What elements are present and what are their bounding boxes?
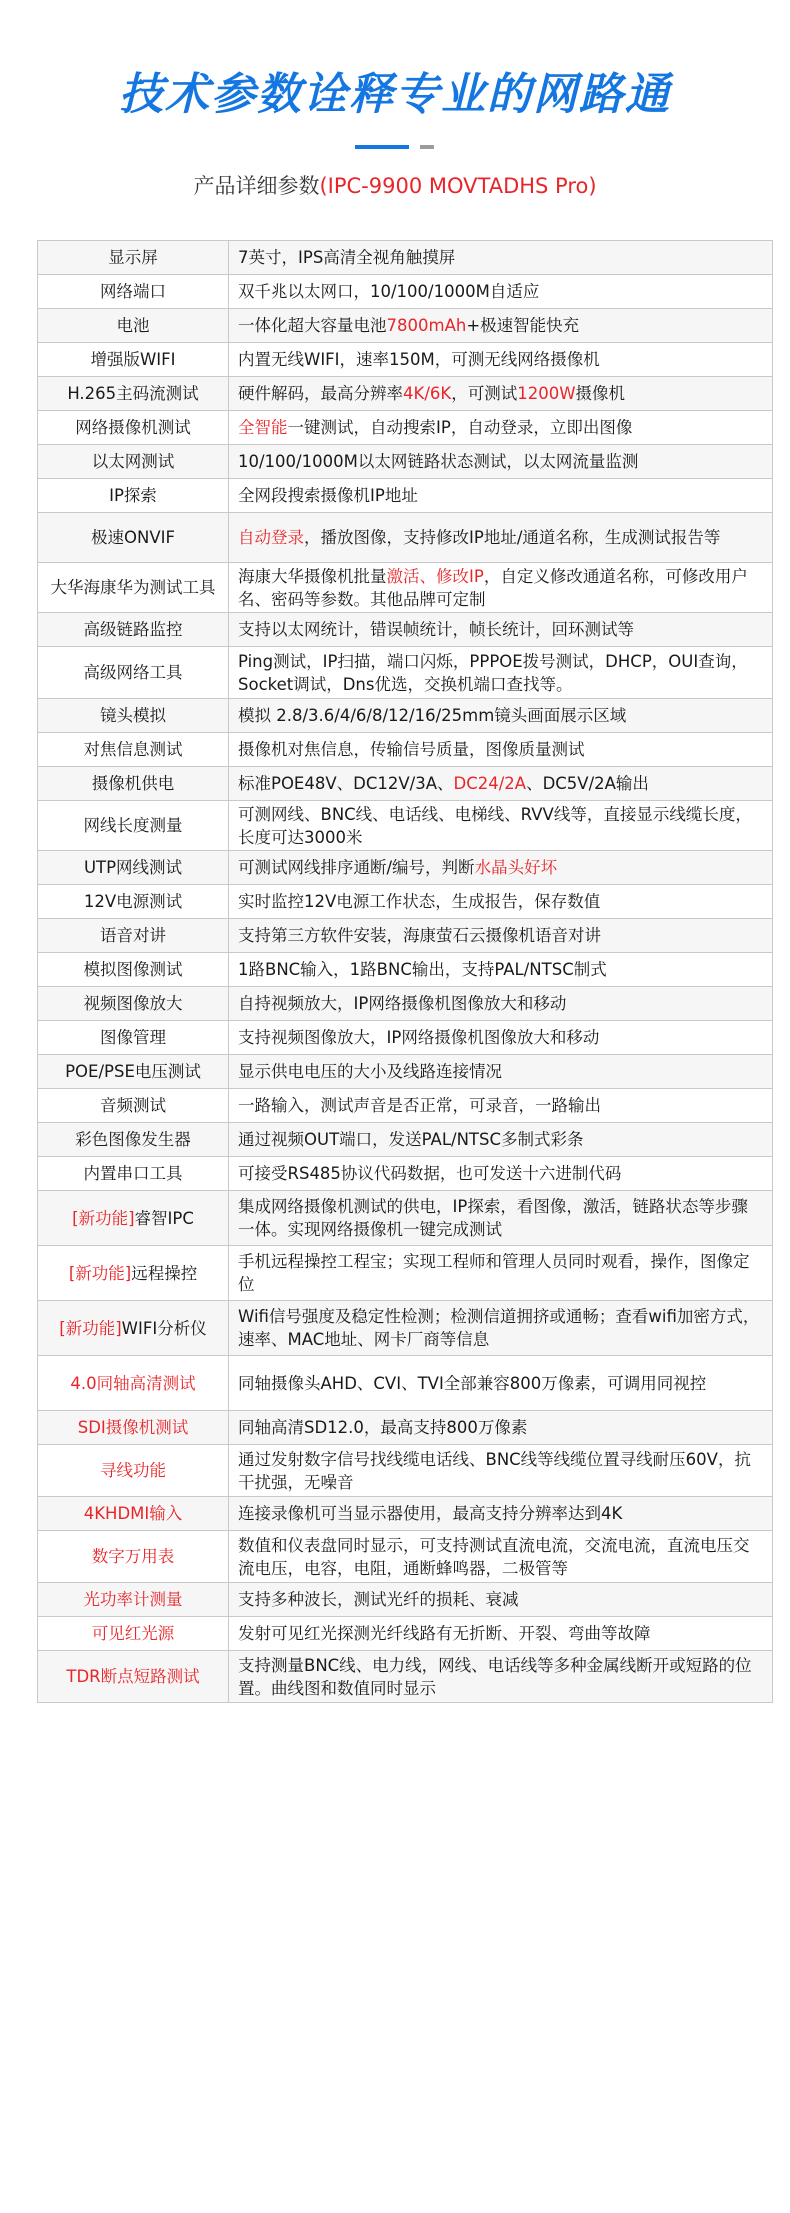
spec-row	[38, 801, 773, 851]
spec-name-cell	[38, 1246, 229, 1301]
spec-text: 以太网测试	[91, 452, 175, 471]
spec-text: 镜头模拟	[100, 706, 166, 725]
spec-text: 图像管理	[100, 1028, 166, 1047]
spec-row	[38, 647, 773, 699]
spec-desc-cell	[229, 801, 773, 851]
spec-text: 可接受RS485协议代码数据，也可发送十六进制代码	[238, 1164, 622, 1183]
spec-desc-cell	[229, 1055, 773, 1089]
headline-accent-bar	[355, 145, 409, 149]
spec-text: 视频图像放大	[83, 994, 183, 1013]
spec-name-cell	[38, 1617, 229, 1651]
spec-text: 自持视频放大，IP网络摄像机图像放大和移动	[238, 994, 567, 1013]
spec-text: 一体化超大容量电池	[238, 316, 387, 335]
spec-name-cell	[38, 1157, 229, 1191]
spec-table	[37, 240, 773, 1703]
spec-text: 摄像机	[575, 384, 626, 403]
spec-text: 高级链路监控	[83, 620, 183, 639]
spec-name-cell	[38, 1497, 229, 1531]
spec-text: 网络摄像机测试	[75, 418, 191, 437]
spec-text: 通过发射数字信号找线缆电话线、BNC线等线缆位置寻线耐压60V，抗干扰强，无噪音	[238, 1449, 751, 1492]
spec-desc-cell	[229, 885, 773, 919]
highlight-text: 光功率计测量	[83, 1590, 183, 1609]
spec-row	[38, 1531, 773, 1583]
spec-desc-cell	[229, 513, 773, 563]
spec-desc-cell	[229, 767, 773, 801]
highlight-text: 全智能	[238, 418, 288, 437]
highlight-text: 可见红光源	[91, 1624, 175, 1643]
spec-name-cell	[38, 767, 229, 801]
spec-name-cell	[38, 1301, 229, 1356]
spec-name-cell	[38, 377, 229, 411]
spec-row	[38, 377, 773, 411]
spec-row	[38, 343, 773, 377]
spec-desc-cell	[229, 275, 773, 309]
spec-row	[38, 241, 773, 275]
spec-text: 显示屏	[108, 248, 158, 267]
spec-row	[38, 1583, 773, 1617]
headline-accent-dash	[420, 145, 434, 149]
highlight-text: [新功能]	[72, 1208, 135, 1228]
spec-text: 内置无线WIFI，速率150M，可测无线网络摄像机	[238, 350, 600, 369]
spec-desc-cell	[229, 613, 773, 647]
spec-row	[38, 1356, 773, 1411]
spec-name-cell	[38, 563, 229, 613]
spec-text: 数值和仪表盘同时显示，可支持测试直流电流，交流电流，直流电压交流电压，电容，电阻，通断蜂鸣器，二极管等	[238, 1535, 750, 1578]
spec-text: 摄像机对焦信息，传输信号质量，图像质量测试	[238, 740, 585, 759]
spec-text: 网络端口	[100, 282, 166, 301]
spec-text: 电池	[116, 316, 150, 335]
spec-row	[38, 851, 773, 885]
spec-row	[38, 767, 773, 801]
spec-text: 通过视频OUT端口，发送PAL/NTSC多制式彩条	[238, 1130, 584, 1149]
spec-text: POE/PSE电压测试	[65, 1062, 201, 1081]
highlight-text: 激活、修改IP	[386, 566, 484, 586]
spec-name-cell	[38, 1089, 229, 1123]
highlight-text: 4K/6K	[403, 384, 452, 403]
spec-name-cell	[38, 801, 229, 851]
spec-desc-cell	[229, 1301, 773, 1356]
spec-row	[38, 309, 773, 343]
spec-text: 同轴高清SD12.0，最高支持800万像素	[238, 1418, 528, 1437]
spec-desc-cell	[229, 445, 773, 479]
spec-desc-cell	[229, 1445, 773, 1497]
spec-text: 摄像机供电	[91, 774, 175, 793]
spec-row	[38, 733, 773, 767]
highlight-text: 7800mAh	[386, 316, 467, 335]
spec-name-cell	[38, 411, 229, 445]
spec-row	[38, 1497, 773, 1531]
spec-name-cell	[38, 987, 229, 1021]
spec-text: 远程操控	[131, 1263, 198, 1283]
spec-name-cell	[38, 309, 229, 343]
spec-row	[38, 563, 773, 613]
spec-text: 睿智IPC	[134, 1208, 194, 1228]
spec-text: 一键测试，自动搜索IP，自动登录，立即出图像	[287, 418, 633, 437]
spec-text: 支持测量BNC线、电力线，网线、电话线等多种金属线断开或短路的位置。曲线图和数值同时显示	[238, 1655, 752, 1698]
highlight-text: 自动登录	[238, 528, 304, 547]
spec-text: 7英寸，IPS高清全视角触摸屏	[238, 248, 456, 267]
spec-text: 模拟 2.8/3.6/4/6/8/12/16/25mm镜头画面展示区域	[238, 706, 627, 725]
subtitle-model: (IPC-9900 MOVTADHS Pro)	[319, 174, 597, 198]
spec-desc-cell	[229, 1123, 773, 1157]
highlight-text: 水晶头好坏	[474, 858, 558, 877]
spec-text: 标准POE48V、DC12V/3A、	[238, 774, 454, 793]
spec-text: 全网段搜索摄像机IP地址	[238, 486, 418, 505]
spec-name-cell	[38, 275, 229, 309]
spec-text: 支持第三方软件安装，海康萤石云摄像机语音对讲	[238, 926, 601, 945]
spec-desc-cell	[229, 377, 773, 411]
subtitle-prefix: 产品详细参数	[193, 174, 320, 198]
spec-desc-cell	[229, 1617, 773, 1651]
spec-row	[38, 1123, 773, 1157]
spec-text: 高级网络工具	[83, 663, 183, 682]
spec-text: ，播放图像，支持修改IP地址/通道名称，生成测试报告等	[304, 528, 721, 547]
spec-name-cell	[38, 699, 229, 733]
spec-desc-cell	[229, 1246, 773, 1301]
spec-row	[38, 1411, 773, 1445]
spec-text: 、DC5V/2A输出	[526, 774, 649, 793]
spec-text: 模拟图像测试	[83, 960, 183, 979]
spec-desc-cell	[229, 479, 773, 513]
spec-desc-cell	[229, 1356, 773, 1411]
spec-text: IP探索	[109, 486, 157, 505]
spec-row	[38, 1191, 773, 1246]
spec-desc-cell	[229, 1191, 773, 1246]
spec-name-cell	[38, 343, 229, 377]
spec-name-cell	[38, 1021, 229, 1055]
spec-row	[38, 1617, 773, 1651]
spec-text: 集成网络摄像机测试的供电，IP探索，看图像，激活，链路状态等步骤一体。实现网络摄像机一键完成测试	[238, 1197, 748, 1239]
highlight-text: 数字万用表	[91, 1547, 175, 1566]
spec-text: UTP网线测试	[83, 858, 183, 877]
spec-text: 语音对讲	[100, 926, 166, 945]
spec-desc-cell	[229, 1531, 773, 1583]
highlight-text: DC24/2A	[453, 774, 527, 793]
page-subtitle	[0, 170, 790, 200]
spec-name-cell	[38, 1531, 229, 1583]
spec-text: H.265主码流测试	[67, 384, 199, 403]
spec-row	[38, 613, 773, 647]
highlight-text: SDI摄像机测试	[77, 1418, 189, 1437]
spec-text: 同轴摄像头AHD、CVI、TVI全部兼容800万像素，可调用同视控	[238, 1373, 707, 1393]
spec-row	[38, 1055, 773, 1089]
spec-desc-cell	[229, 647, 773, 699]
spec-desc-cell	[229, 1651, 773, 1703]
spec-text: 大华海康华为测试工具	[50, 578, 216, 597]
spec-row	[38, 411, 773, 445]
spec-text: Ping测试，IP扫描，端口闪烁，PPPOE拨号测试，DHCP，OUI查询，Socket调试，Dns优选，交换机端口查找等。	[238, 651, 748, 694]
spec-name-cell	[38, 513, 229, 563]
spec-desc-cell	[229, 343, 773, 377]
spec-desc-cell	[229, 563, 773, 613]
spec-text: 内置串口工具	[83, 1164, 183, 1183]
spec-name-cell	[38, 953, 229, 987]
spec-name-cell	[38, 479, 229, 513]
spec-text: 一路输入，测试声音是否正常，可录音，一路输出	[238, 1096, 601, 1115]
spec-name-cell	[38, 1411, 229, 1445]
spec-text: WIFI分析仪	[121, 1318, 207, 1338]
spec-name-cell	[38, 1191, 229, 1246]
highlight-text: 1200W	[517, 384, 576, 403]
highlight-text: [新功能]	[68, 1263, 132, 1283]
spec-name-cell	[38, 885, 229, 919]
spec-name-cell	[38, 1583, 229, 1617]
spec-row	[38, 953, 773, 987]
highlight-text: 寻线功能	[100, 1461, 166, 1480]
highlight-text: [新功能]	[59, 1318, 122, 1338]
spec-name-cell	[38, 1123, 229, 1157]
spec-text: 显示供电电压的大小及线路连接情况	[238, 1062, 502, 1081]
spec-text: 支持以太网统计，错误帧统计，帧长统计，回环测试等	[238, 620, 634, 639]
spec-row	[38, 445, 773, 479]
spec-row	[38, 1301, 773, 1356]
spec-row	[38, 1651, 773, 1703]
spec-row	[38, 1021, 773, 1055]
highlight-text: 4.0同轴高清测试	[70, 1373, 196, 1393]
spec-text: 发射可见红光探测光纤线路有无折断、开裂、弯曲等故障	[238, 1624, 651, 1643]
spec-row	[38, 1445, 773, 1497]
spec-name-cell	[38, 1651, 229, 1703]
spec-text: ，自定义修改通道名称，可修改用户名、密码等参数。其他品牌可定制	[238, 566, 748, 609]
spec-name-cell	[38, 445, 229, 479]
spec-row	[38, 479, 773, 513]
spec-text: Wifi信号强度及稳定性检测；检测信道拥挤或通畅；查看wifi加密方式，速率、MAC地址、网卡厂商等信息	[238, 1307, 760, 1349]
spec-row	[38, 919, 773, 953]
spec-desc-cell	[229, 241, 773, 275]
spec-text: 极速ONVIF	[91, 528, 175, 547]
spec-table-body	[38, 241, 773, 1703]
spec-row	[38, 987, 773, 1021]
spec-text: +极速智能快充	[466, 316, 580, 335]
spec-text: ，可测试	[451, 384, 518, 403]
spec-desc-cell	[229, 851, 773, 885]
spec-desc-cell	[229, 699, 773, 733]
spec-desc-cell	[229, 411, 773, 445]
spec-name-cell	[38, 851, 229, 885]
spec-text: 支持视频图像放大，IP网络摄像机图像放大和移动	[238, 1028, 600, 1047]
spec-text: 可测网线、BNC线、电话线、电梯线、RVV线等，直接显示线缆长度，长度可达3000米	[238, 804, 752, 847]
spec-name-cell	[38, 1055, 229, 1089]
spec-text: 彩色图像发生器	[75, 1130, 191, 1149]
spec-desc-cell	[229, 309, 773, 343]
spec-text: 1路BNC输入，1路BNC输出，支持PAL/NTSC制式	[238, 960, 607, 979]
spec-row	[38, 1089, 773, 1123]
spec-row	[38, 1246, 773, 1301]
spec-row	[38, 885, 773, 919]
spec-text: 10/100/1000M以太网链路状态测试，以太网流量监测	[238, 452, 639, 471]
spec-name-cell	[38, 241, 229, 275]
spec-text: 12V电源测试	[83, 892, 183, 911]
spec-text: 支持多种波长，测试光纤的损耗、衰减	[238, 1590, 519, 1609]
spec-text: 硬件解码，最高分辨率	[238, 384, 403, 403]
spec-text: 手机远程操控工程宝；实现工程师和管理人员同时观看，操作，图像定位	[238, 1252, 750, 1294]
highlight-text: TDR断点短路测试	[66, 1667, 200, 1686]
spec-text: 网线长度测量	[83, 816, 183, 835]
spec-text: 音频测试	[100, 1096, 166, 1115]
spec-name-cell	[38, 1356, 229, 1411]
highlight-text: 4KHDMI输入	[83, 1504, 183, 1523]
spec-row	[38, 1157, 773, 1191]
spec-text: 可测试网线排序通断/编号，判断	[238, 858, 475, 877]
spec-text: 双千兆以太网口，10/100/1000M自适应	[238, 282, 540, 301]
spec-name-cell	[38, 919, 229, 953]
spec-desc-cell	[229, 1583, 773, 1617]
spec-desc-cell	[229, 919, 773, 953]
spec-name-cell	[38, 647, 229, 699]
page-headline: 技术参数诠释专业的网路通	[119, 69, 671, 120]
spec-desc-cell	[229, 987, 773, 1021]
spec-row	[38, 699, 773, 733]
spec-desc-cell	[229, 1497, 773, 1531]
spec-row	[38, 513, 773, 563]
spec-name-cell	[38, 1445, 229, 1497]
spec-desc-cell	[229, 953, 773, 987]
spec-desc-cell	[229, 1021, 773, 1055]
spec-name-cell	[38, 613, 229, 647]
spec-desc-cell	[229, 1157, 773, 1191]
spec-desc-cell	[229, 733, 773, 767]
spec-desc-cell	[229, 1411, 773, 1445]
spec-text: 海康大华摄像机批量	[238, 566, 387, 586]
spec-text: 增强版WIFI	[90, 350, 176, 369]
spec-row	[38, 275, 773, 309]
spec-name-cell	[38, 733, 229, 767]
spec-text: 连接录像机可当显示器使用，最高支持分辨率达到4K	[238, 1504, 623, 1523]
spec-desc-cell	[229, 1089, 773, 1123]
spec-text: 对焦信息测试	[83, 740, 183, 759]
spec-text: 实时监控12V电源工作状态，生成报告，保存数值	[238, 892, 601, 911]
